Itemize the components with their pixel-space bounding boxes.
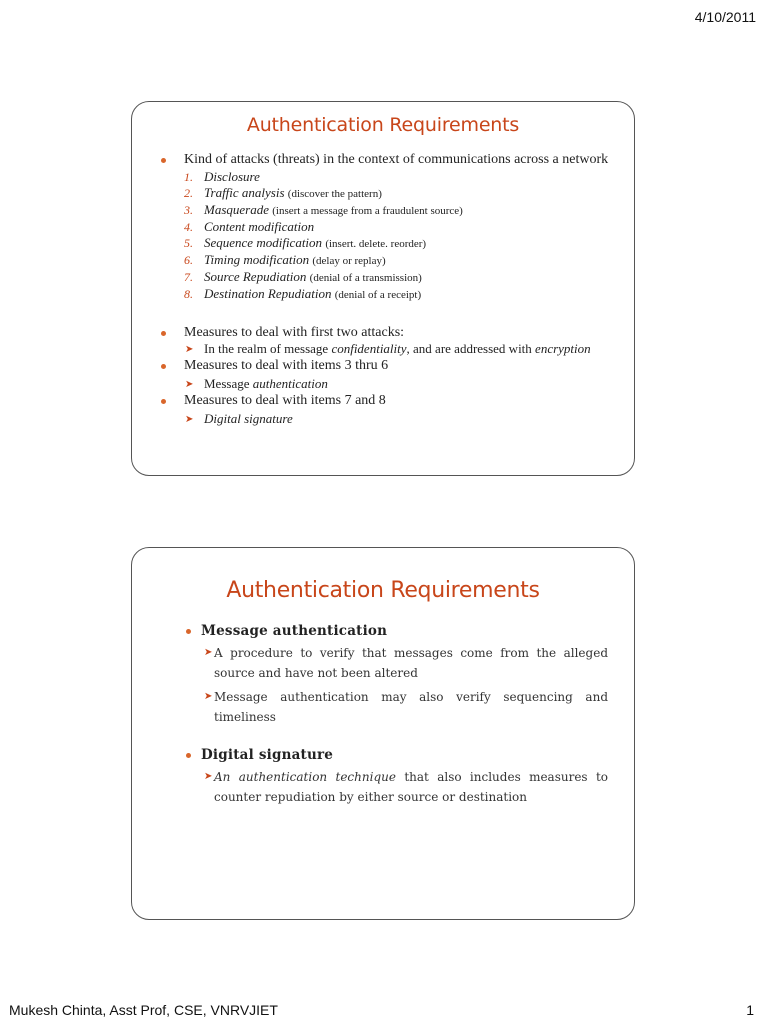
heading-text: Digital signature bbox=[201, 747, 334, 763]
attack-number: 4. bbox=[184, 220, 193, 234]
slide-2 bbox=[131, 547, 635, 920]
bullet-items-3-6-text: Measures to deal with items 3 thru 6 bbox=[184, 358, 389, 373]
attack-note: (insert a message from a fraudulent source) bbox=[272, 205, 463, 217]
bullet-attack-kinds-text: Kind of attacks (threats) in the context of communications across a network bbox=[184, 152, 609, 167]
attack-item bbox=[132, 235, 634, 252]
attack-note: (denial of a transmission) bbox=[309, 272, 422, 284]
slide-2-title: Authentication Requirements bbox=[226, 578, 540, 603]
attack-item bbox=[132, 269, 634, 286]
arrow-icon: ➤ bbox=[204, 691, 213, 702]
attack-note: (discover the pattern) bbox=[287, 188, 382, 200]
para-text: A procedure to verify that messages come from the alleged source and have not been altered bbox=[214, 646, 608, 680]
attack-number: 8. bbox=[184, 287, 193, 301]
sub-emphasis: Digital signature bbox=[204, 411, 293, 426]
arrow-icon: ➤ bbox=[185, 414, 194, 425]
bullet-items-7-8-text: Measures to deal with items 7 and 8 bbox=[184, 393, 386, 408]
bullet-dot bbox=[186, 753, 191, 758]
attack-name: Timing modification bbox=[204, 252, 310, 267]
bullet-attack-kinds bbox=[132, 153, 634, 167]
para-authentication-technique bbox=[132, 767, 634, 807]
footer-author: Mukesh Chinta, Asst Prof, CSE, VNRVJIET bbox=[9, 1002, 278, 1018]
attack-note: (insert. delete. reorder) bbox=[325, 238, 427, 250]
attack-number: 6. bbox=[184, 253, 193, 267]
bullet-dot bbox=[161, 364, 166, 369]
para-procedure bbox=[132, 643, 634, 683]
bullet-dot bbox=[186, 629, 191, 634]
attack-item bbox=[132, 185, 634, 202]
heading-text: Message authentication bbox=[201, 623, 388, 639]
attack-note: (denial of a receipt) bbox=[334, 289, 422, 301]
arrow-icon: ➤ bbox=[185, 379, 194, 390]
page-number: 1 bbox=[746, 1002, 754, 1018]
heading-digital-signature bbox=[132, 747, 634, 763]
slide-1-title: Authentication Requirements bbox=[246, 114, 520, 136]
arrow-icon: ➤ bbox=[185, 344, 194, 355]
attack-name: Traffic analysis bbox=[204, 185, 285, 200]
attack-item bbox=[132, 252, 634, 269]
slide-1 bbox=[131, 101, 635, 476]
attack-name: Source Repudiation bbox=[204, 269, 307, 284]
attack-name: Sequence modification bbox=[204, 235, 323, 250]
bullet-items-7-8 bbox=[132, 394, 634, 408]
attack-item bbox=[132, 219, 634, 235]
para-emphasis: An authentication technique bbox=[214, 770, 396, 784]
attack-number: 5. bbox=[184, 236, 193, 250]
sub-digital-signature bbox=[132, 412, 634, 425]
bullet-first-two-attacks-text: Measures to deal with first two attacks: bbox=[184, 325, 405, 340]
bullet-dot bbox=[161, 158, 166, 163]
attack-item bbox=[132, 202, 634, 219]
page-date: 4/10/2011 bbox=[694, 9, 756, 25]
attack-name: Masquerade bbox=[204, 202, 269, 217]
attack-number: 3. bbox=[184, 203, 193, 217]
heading-message-authentication bbox=[132, 623, 634, 639]
sub-text: In the realm of message bbox=[204, 341, 332, 356]
bullet-items-3-6 bbox=[132, 359, 634, 373]
para-sequencing bbox=[132, 687, 634, 727]
attack-number: 7. bbox=[184, 270, 193, 284]
attack-list bbox=[132, 169, 634, 303]
sub-text: Message bbox=[204, 376, 253, 391]
sub-emphasis: confidentiality bbox=[331, 341, 407, 356]
attack-note: (delay or replay) bbox=[312, 255, 386, 267]
attack-number: 2. bbox=[184, 186, 193, 200]
arrow-icon: ➤ bbox=[204, 647, 213, 658]
sub-emphasis: encryption bbox=[535, 341, 591, 356]
attack-name: Destination Repudiation bbox=[204, 286, 332, 301]
attack-item bbox=[132, 169, 634, 185]
sub-confidentiality bbox=[132, 342, 634, 355]
bullet-first-two-attacks bbox=[132, 326, 634, 340]
attack-name: Disclosure bbox=[204, 169, 260, 184]
attack-name: Content modification bbox=[204, 219, 315, 234]
sub-message-authentication bbox=[132, 377, 634, 390]
attack-item bbox=[132, 286, 634, 303]
para-text: that also includes measures to counter repudiation by either source or destination bbox=[214, 770, 608, 804]
bullet-dot bbox=[161, 399, 166, 404]
attack-number: 1. bbox=[184, 170, 193, 184]
sub-text: , and are addressed with bbox=[406, 341, 536, 356]
para-text: Message authentication may also verify sequencing and timeliness bbox=[214, 690, 608, 724]
bullet-dot bbox=[161, 331, 166, 336]
arrow-icon: ➤ bbox=[204, 771, 213, 782]
sub-emphasis: authentication bbox=[252, 376, 328, 391]
